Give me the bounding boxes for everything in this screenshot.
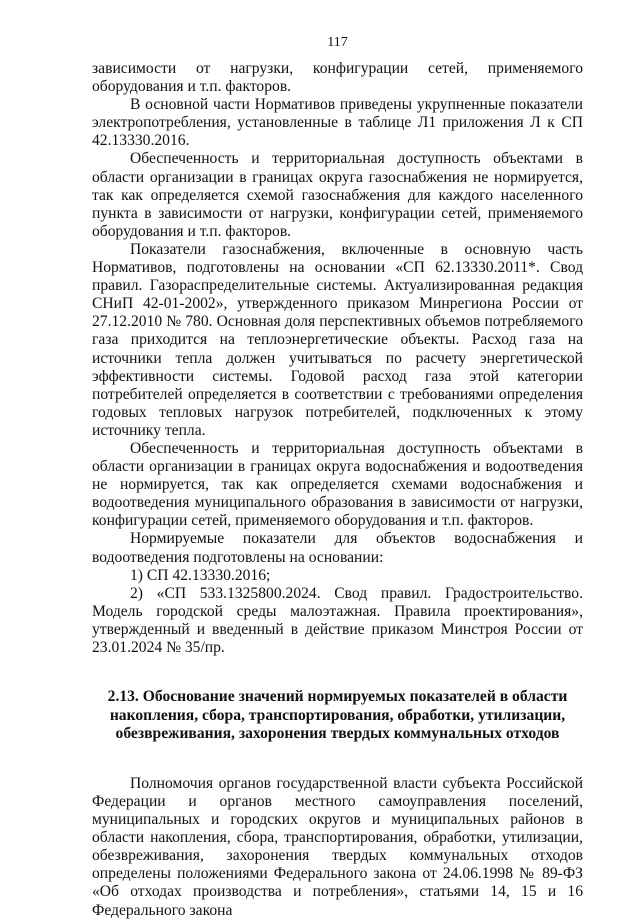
list-item-1: 1) СП 42.13330.2016; (130, 566, 271, 584)
section-heading-line-1: 2.13. Обоснование значений нормируемых показателей в области (107, 688, 568, 706)
paragraph-powers: Полномочия органов государственной власти субъекта Российской Федерации и органов местного самоуправления поселений, муниципальных и городских округов и муниципальных районов в области накопления, сбора, транспортирования, обработки, утилизации, обезвреживания, захоронения твердых коммунальных отходов определены положениями Федерального закона от 24.06.1998 № 89-ФЗ «Об отходах производства и потребления», статьями 14, 15 и 16 Федерального закона (92, 774, 583, 919)
paragraph-gas-accessibility: Обеспеченность и территориальная доступность объектами в области организации в границах округа газоснабжения не нормируется, так как определяется схемой газоснабжения для каждого населенного пункта в зависимости от нагрузки, конфигурации сетей, применяемого оборудования и т.п. факторов. (92, 150, 583, 240)
page-number: 117 (327, 35, 348, 50)
section-heading-line-2: накопления, сбора, транспортирования, обработки, утилизации, (109, 706, 566, 724)
paragraph-continuation: зависимости от нагрузки, конфигурации сетей, применяемого оборудования и т.п. факторов. (92, 60, 583, 96)
section-heading (92, 688, 583, 744)
list-item-2: 2) «СП 533.1325800.2024. Свод правил. Градостроительство. Модель городской среды малоэтажная. Правила проектирования», утвержденный и введенный в действие приказом Минстроя России от 23.01.2024 № 35/пр. (92, 584, 583, 656)
paragraph-electricity: В основной части Нормативов приведены укрупненные показатели электропотребления, установленные в таблице Л1 приложения Л к СП 42.13330.2016. (92, 96, 583, 150)
paragraph-gas-indicators: Показатели газоснабжения, включенные в основную часть Нормативов, подготовлены на основании «СП 62.13330.2011*. Свод правил. Газораспределительные системы. Актуализированная редакция СНиП 42-01-2002», утвержденного приказом Минрегиона России от 27.12.2010 № 780. Основная доля перспективных объемов потребляемого газа приходится на теплоэнергетические объекты. Расход газа на источники тепла должен учитываться по расчету энергетической эффективности системы. Годовой расход газа этой категории потребителей определяется в соответствии с требованиями определения годовых тепловых нагрузок потребителей, подключенных к этому источнику тепла. (92, 240, 583, 439)
paragraph-water-basis: Нормируемые показатели для объектов водоснабжения и водоотведения подготовлены на основании: (92, 530, 583, 566)
paragraph-water-accessibility: Обеспеченность и территориальная доступность объектами в области организации в границах округа водоснабжения и водоотведения не нормируется, так как определяется схемами водоснабжения и водоотведения муниципального образования в зависимости от нагрузки, конфигурации сетей, применяемого оборудования и т.п. факторов. (92, 439, 583, 530)
section-heading-line-3: обезвреживания, захоронения твердых коммунальных отходов (115, 725, 560, 743)
